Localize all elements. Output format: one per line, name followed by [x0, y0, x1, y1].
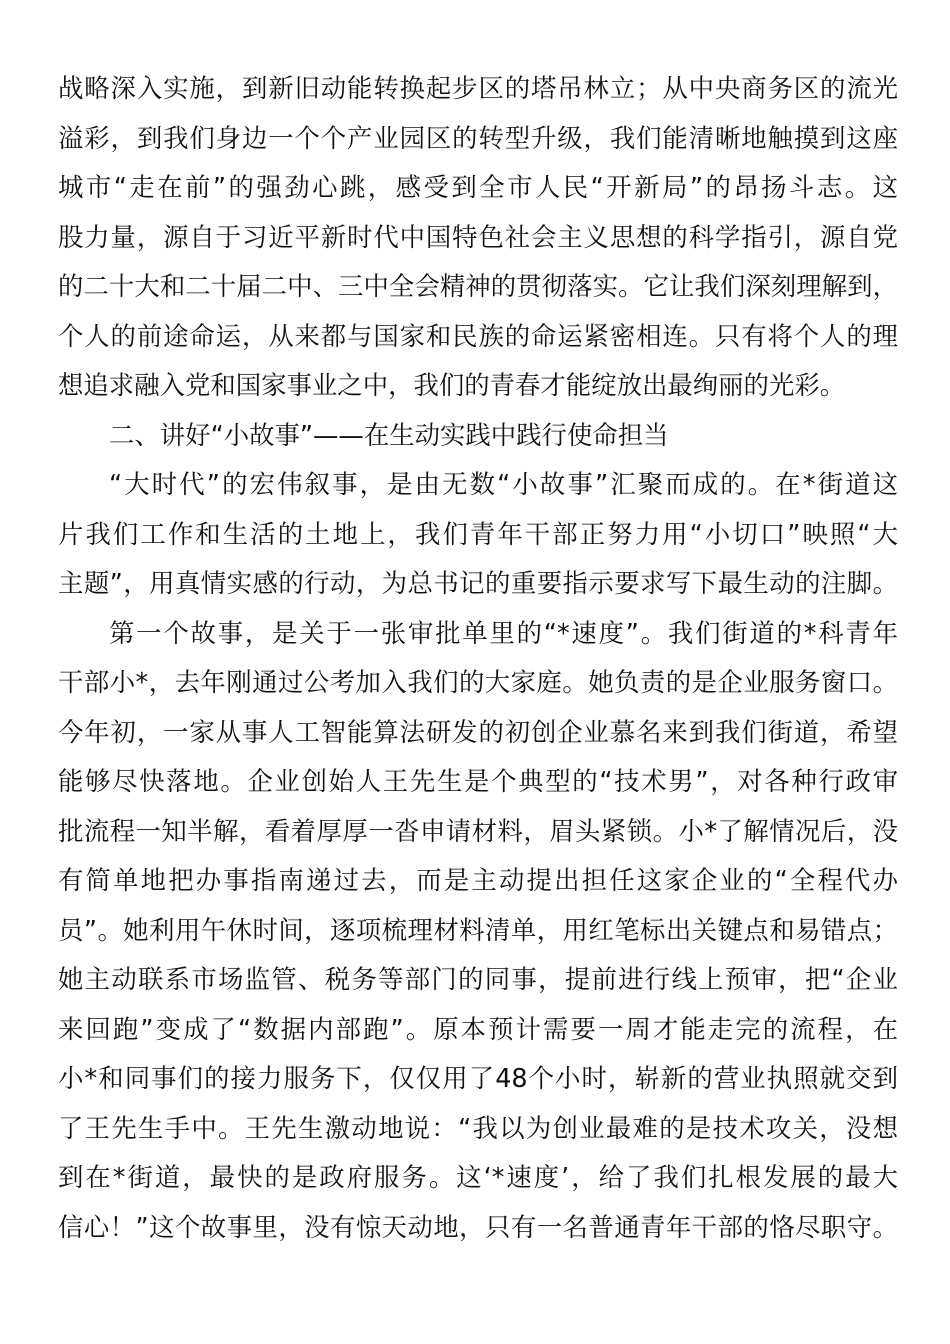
paragraph-line: 到在*街道，最快的是政府服务。这‘*速度’，给了我们扎根发展的最大: [58, 1162, 898, 1192]
paragraph-line: 的二十大和二十届二中、三中全会精神的贯彻落实。它让我们深刻理解到，: [58, 271, 898, 301]
paragraph-line: 来回跑”变成了“数据内部跑”。原本预计需要一周才能走完的流程，在: [58, 1013, 898, 1044]
document-page: [58, 64, 898, 1252]
paragraph-line: “大时代”的宏伟叙事，是由无数“小故事”汇聚而成的。在*街道这: [109, 469, 898, 499]
paragraph-line: 她主动联系市场监管、税务等部门的同事，提前进行线上预审，把“企业: [58, 964, 898, 994]
paragraph-line: 干部小*，去年刚通过公考加入我们的大家庭。她负责的是企业服务窗口。: [58, 667, 898, 697]
paragraph-line: 战略深入实施，到新旧动能转换起步区的塔吊林立；从中央商务区的流光: [58, 73, 898, 103]
paragraph-line: 小*和同事们的接力服务下，仅仅用了48个小时，崭新的营业执照就交到: [58, 1063, 898, 1093]
paragraph-line: 员”。她利用午休时间，逐项梳理材料清单，用红笔标出关键点和易错点；: [58, 914, 898, 945]
paragraph-line: 主题”，用真情实感的行动，为总书记的重要指示要求写下最生动的注脚。: [58, 568, 898, 598]
paragraph-line: 个人的前途命运，从来都与国家和民族的命运紧密相连。只有将个人的理: [58, 320, 898, 351]
paragraph-line: 能够尽快落地。企业创始人王先生是个典型的“技术男”，对各种行政审: [58, 766, 898, 796]
paragraph-line: 片我们工作和生活的土地上，我们青年干部正努力用“小切口”映照“大: [58, 518, 898, 549]
paragraph-line: 城市“走在前”的强劲心跳，感受到全市人民“开新局”的昂扬斗志。这: [58, 172, 898, 202]
paragraph-line: 有简单地把办事指南递过去，而是主动提出担任这家企业的“全程代办: [58, 865, 898, 895]
paragraph-line: 批流程一知半解，看着厚厚一沓申请材料，眉头紧锁。小*了解情况后，没: [58, 815, 898, 846]
section-heading: 二、讲好“小故事”——在生动实践中践行使命担当: [109, 419, 669, 450]
paragraph-line: 想追求融入党和国家事业之中，我们的青春才能绽放出最绚丽的光彩。: [58, 370, 846, 400]
paragraph-line: 今年初，一家从事人工智能算法研发的初创企业慕名来到我们街道，希望: [58, 716, 898, 747]
paragraph-line: 第一个故事，是关于一张审批单里的“*速度”。我们街道的*科青年: [109, 617, 898, 648]
paragraph-line: 信心！”这个故事里，没有惊天动地，只有一名普通青年干部的恪尽职守。: [58, 1211, 898, 1242]
paragraph-line: 股力量，源自于习近平新时代中国特色社会主义思想的科学指引，源自党: [58, 221, 898, 252]
paragraph-line: 了王先生手中。王先生激动地说：“我以为创业最难的是技术攻关，没想: [58, 1112, 898, 1143]
paragraph-line: 溢彩，到我们身边一个个产业园区的转型升级，我们能清晰地触摸到这座: [58, 122, 898, 153]
